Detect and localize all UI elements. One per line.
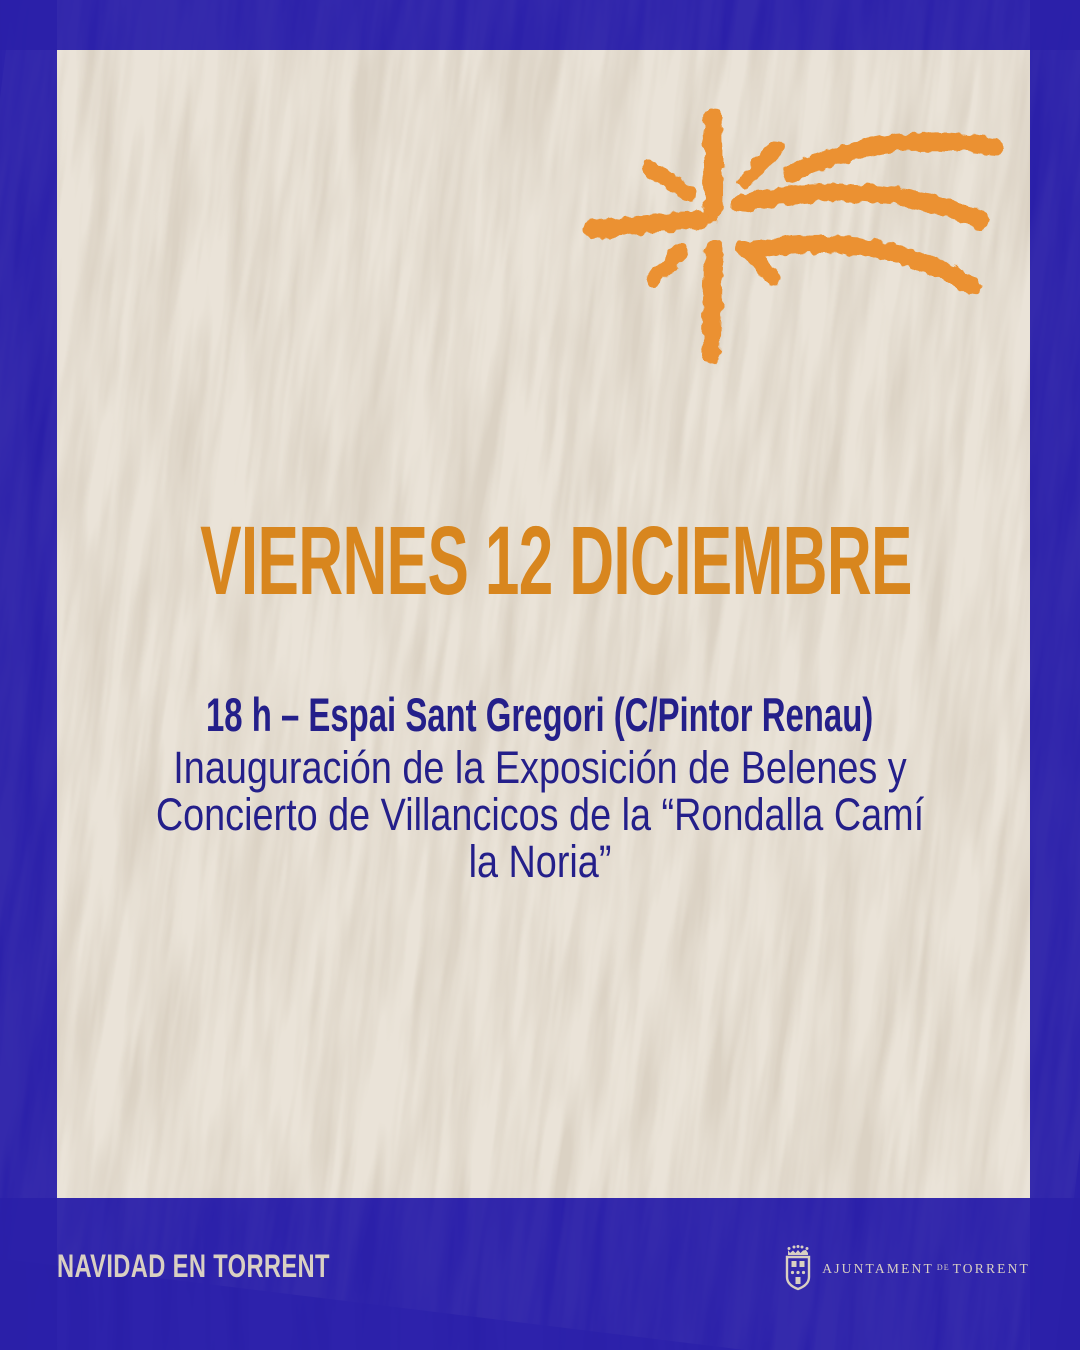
event-details [0,688,1080,888]
event-date-title [0,506,1080,615]
torrent-coat-of-arms-icon [783,1244,813,1294]
event-description-line: la Noria” [468,836,612,888]
logo-org-part2: TORRENT [952,1261,1030,1276]
ajuntament-torrent-logo [783,1243,1030,1295]
ajuntament-torrent-wordmark [822,1261,1030,1277]
campaign-label: NAVIDAD EN TORRENT [57,1248,330,1284]
event-description-line: Inauguración de la Exposición de Belenes y [173,742,907,794]
event-description [86,742,993,888]
event-description-line: Concierto de Villancicos de la “Rondalla Camí [155,789,925,841]
logo-org-separator: DE [936,1263,950,1272]
event-time-place: 18 h – Espai Sant Gregori (C/Pintor Renau) [206,688,874,741]
event-date-title-text: VIERNES 12 DICIEMBRE [200,506,912,615]
logo-org-part1: AJUNTAMENT [822,1261,934,1276]
